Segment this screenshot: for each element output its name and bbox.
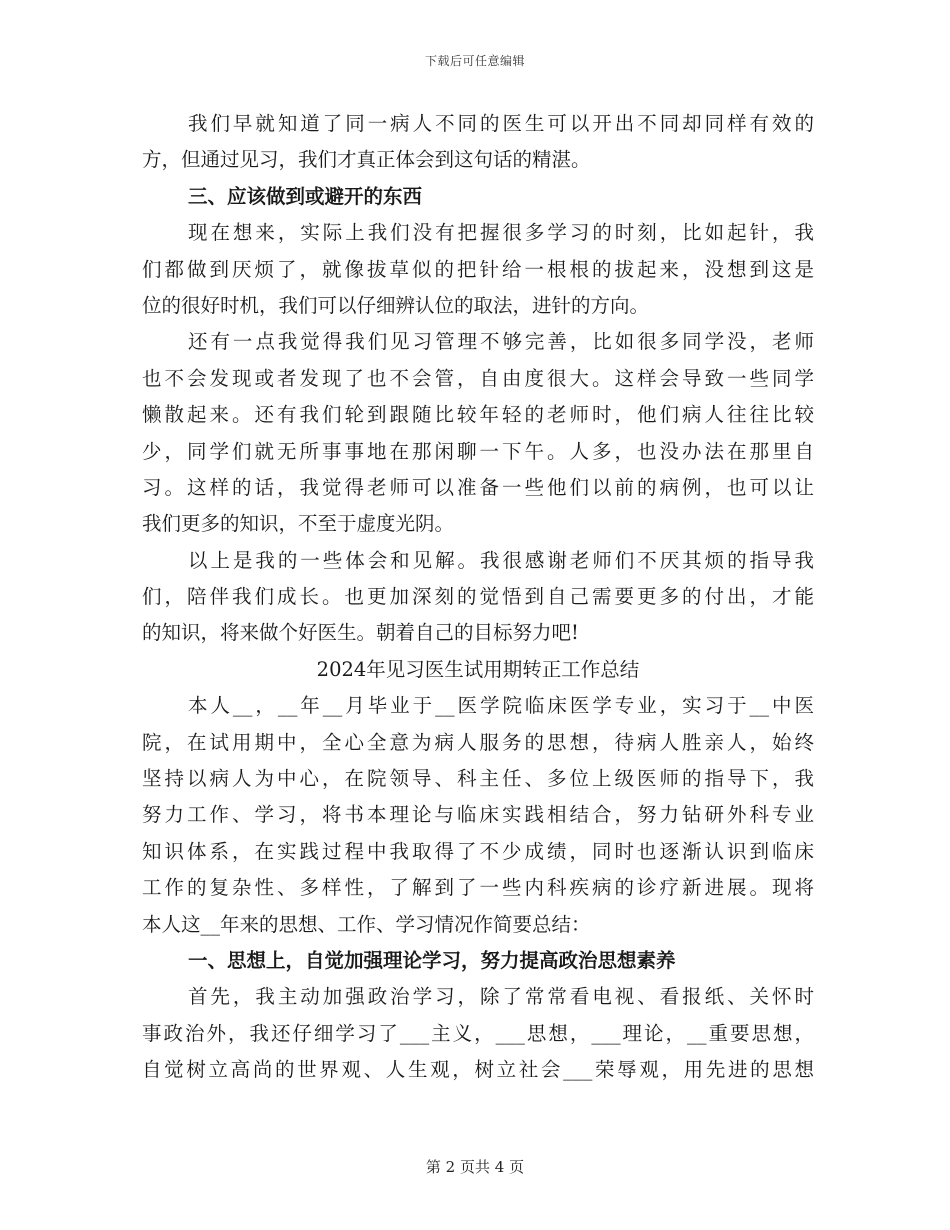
document-body bbox=[142, 106, 814, 1089]
text-line: 努力工作、学习，将书本理论与临床实践相结合，努力钻研外科专业 bbox=[142, 803, 814, 827]
text-line: 坚持以病人为中心，在院领导、科主任、多位上级医师的指导下，我 bbox=[142, 767, 814, 791]
section-heading: 三、应该做到或避开的东西 bbox=[188, 184, 423, 208]
text-line: 们，陪伴我们成长。也更加深刻的觉悟到自己需要更多的付出，才能 bbox=[142, 585, 814, 609]
text-line: 们都做到厌烦了，就像拔草似的把针给一根根的拔起来，没想到这是 bbox=[142, 257, 814, 281]
text-line: 事政治外，我还仔细学习了___主义，___思想，___理论，__重要思想， bbox=[142, 1021, 814, 1045]
text-line: 院，在试用期中，全心全意为病人服务的思想，待病人胜亲人，始终 bbox=[142, 730, 814, 754]
text-line: 方，但通过见习，我们才真正体会到这句话的精湛。 bbox=[142, 148, 591, 172]
text-line: 工作的复杂性、多样性，了解到了一些内科疾病的诊疗新进展。现将 bbox=[142, 876, 814, 900]
text-line: 自觉树立高尚的世界观、人生观，树立社会___荣辱观，用先进的思想 bbox=[142, 1058, 814, 1082]
section-heading: 一、思想上，自觉加强理论学习，努力提高政治思想素养 bbox=[188, 948, 676, 972]
document-title: 2024年见习医生试用期转正工作总结 bbox=[316, 657, 640, 681]
page-header: 下载后可任意编辑 bbox=[424, 54, 525, 68]
text-line: 位的很好时机，我们可以仔细辨认位的取法，进针的方向。 bbox=[142, 293, 650, 317]
text-line: 知识体系，在实践过程中我取得了不少成绩，同时也逐渐认识到临床 bbox=[142, 839, 814, 863]
text-line: 我们更多的知识，不至于虚度光阴。 bbox=[142, 512, 455, 536]
text-line: 我们早就知道了同一病人不同的医生可以开出不同却同样有效的 bbox=[188, 112, 814, 135]
text-line: 也不会发现或者发现了也不会管，自由度很大。这样会导致一些同学 bbox=[142, 366, 814, 390]
text-line: 本人这__年来的思想、工作、学习情况作简要总结： bbox=[142, 912, 591, 936]
text-line: 还有一点我觉得我们见习管理不够完善，比如很多同学没，老师 bbox=[188, 330, 814, 354]
text-line: 现在想来，实际上我们没有把握很多学习的时刻，比如起针，我 bbox=[188, 221, 814, 245]
text-line: 习。这样的话，我觉得老师可以准备一些他们以前的病例，也可以让 bbox=[142, 475, 814, 499]
text-line: 少，同学们就无所事事地在那闲聊一下午。人多，也没办法在那里自 bbox=[142, 439, 814, 463]
text-line: 首先，我主动加强政治学习，除了常常看电视、看报纸、关怀时 bbox=[188, 985, 814, 1009]
text-line: 懒散起来。还有我们轮到跟随比较年轻的老师时，他们病人往往比较 bbox=[142, 403, 814, 427]
page-footer: 第 2 页共 4 页 bbox=[425, 1158, 525, 1176]
text-line: 以上是我的一些体会和见解。我很感谢老师们不厌其烦的指导我 bbox=[188, 548, 814, 572]
text-line: 的知识，将来做个好医生。朝着自己的目标努力吧! bbox=[142, 621, 579, 645]
text-line: 本人__，__年__月毕业于__医学院临床医学专业，实习于__中医 bbox=[188, 694, 814, 718]
